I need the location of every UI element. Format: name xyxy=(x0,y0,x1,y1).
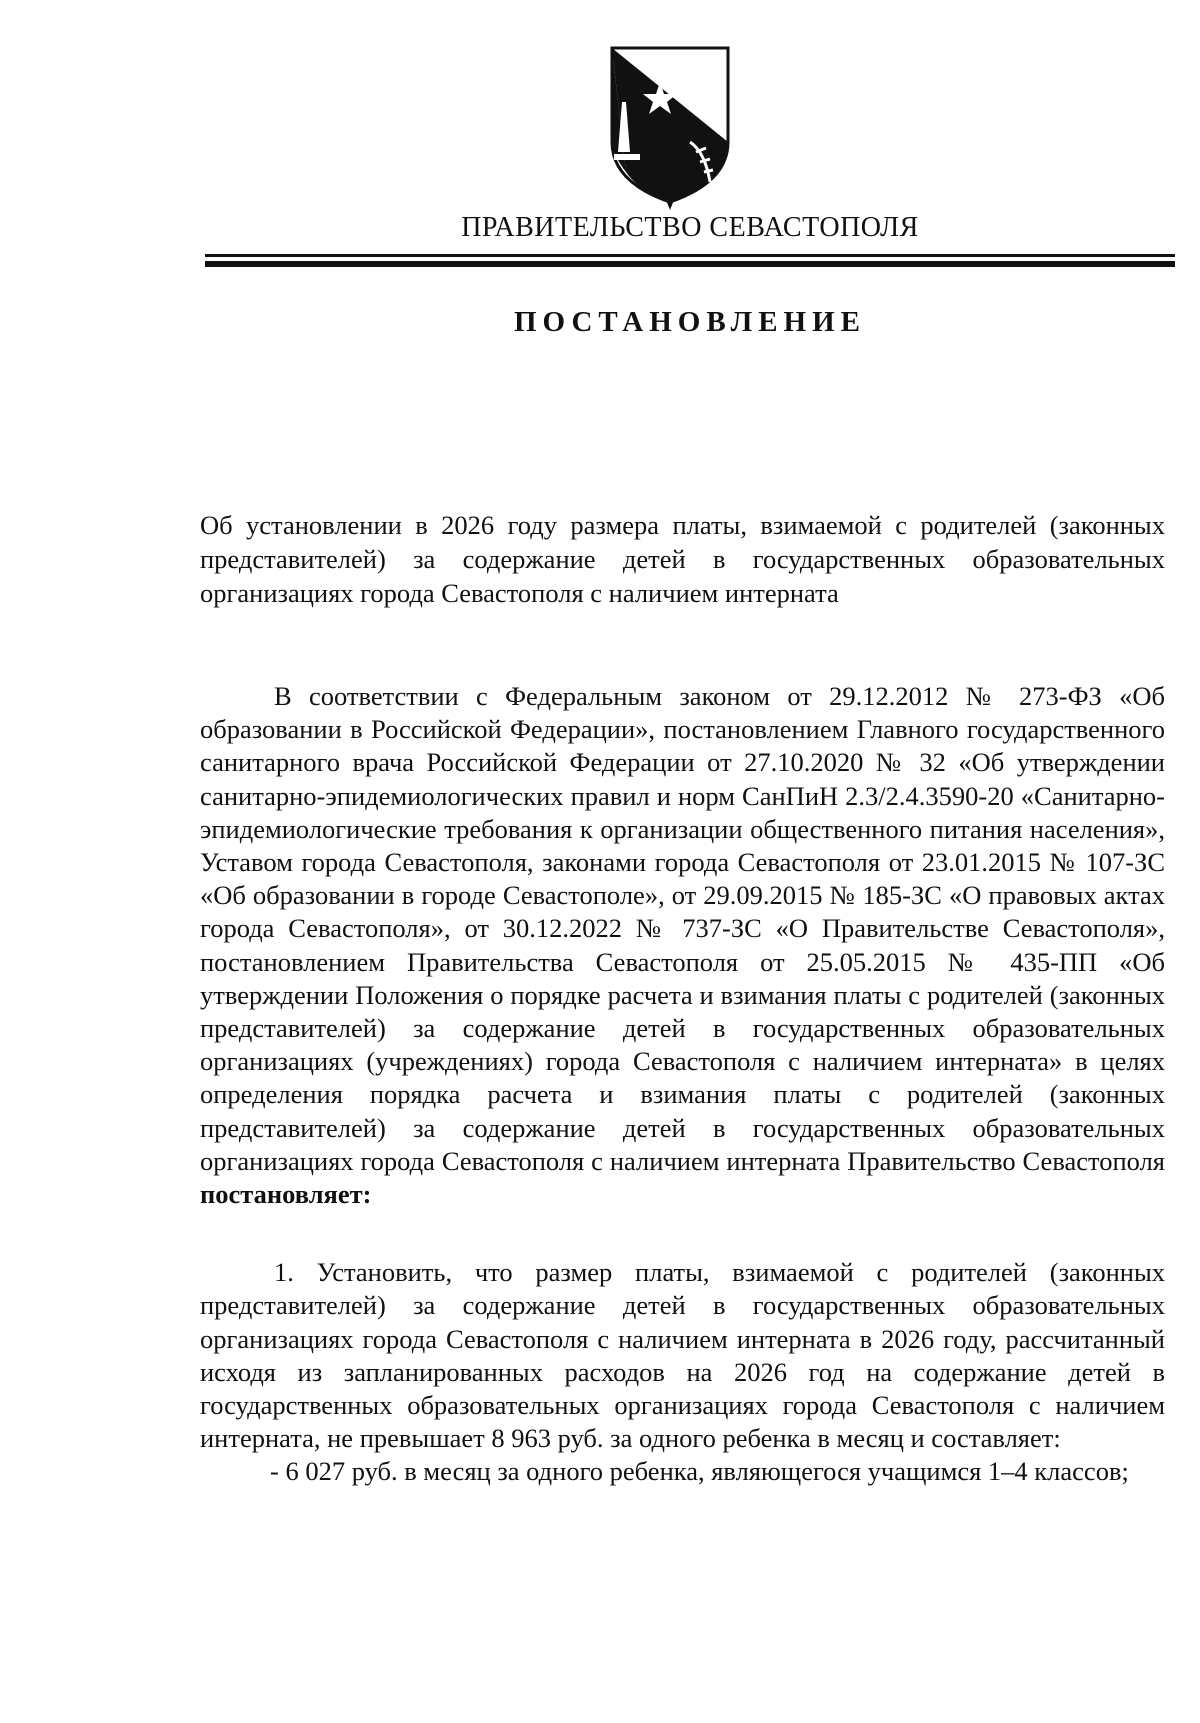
document-subject: Об установлении в 2026 году размера платы, взимаемой с родителей (законных представителей) за содержание детей в государственных образовательных организациях города Севастополя с наличием интерната xyxy=(200,510,1165,608)
preamble-text: В соответствии с Федеральным законом от 29.12.2012 № 273-ФЗ «Об образовании в Российской Федерации», постановлением Главного государственного санитарного врача Российской Федерации от 27.10.2020 № 32 «Об утверждении санитарно-эпидемиологических правил и норм СанПиН 2.3/2.4.3590-20 «Санитарно-эпидемиологические требования к организации общественного питания населения», Уставом города Севастополя, законами города Севастополя от 23.01.2015 № 107-ЗС «Об образовании в городе Севастополе», от 29.09.2015 № 185-ЗС «О правовых актах города Севастополя», от 30.12.2022 № 737-ЗС «О Правительстве Севастополя», постановлением Правительства Севастополя от 25.05.2015 № 435-ПП «Об утверждении Положения о порядке расчета и взимания платы с родителей (законных представителей) за содержание детей в государственных образовательных организациях (учреждениях) города Севастополя с наличием интерната» в целях определения порядка расчета и взимания платы с родителей (законных представителей) за содержание детей в государственных образовательных организациях города Севастополя с наличием интерната Правительство Севастополя xyxy=(200,681,1165,1176)
organization-title: ПРАВИТЕЛЬСТВО СЕВАСТОПОЛЯ xyxy=(461,212,919,243)
coat-of-arms xyxy=(600,42,740,212)
document-body xyxy=(200,680,1165,1489)
document-type-heading: ПОСТАНОВЛЕНИЕ xyxy=(513,306,866,338)
preamble-verb: постановляет: xyxy=(200,1179,372,1210)
clause-1-list-item: - 6 027 руб. в месяц за одного ребенка, являющегося учащимся 1–4 классов; xyxy=(270,1456,1129,1487)
preamble-paragraph xyxy=(200,680,1165,1211)
header-divider xyxy=(205,254,1175,268)
clause-1-paragraph: 1. Установить, что размер платы, взимаемой с родителей (законных представителей) за содержание детей в государственных образовательных организациях города Севастополя с наличием интерната в 2026 году, рассчитанный исходя из запланированных расходов на 2026 год на содержание детей в государственных образовательных организациях города Севастополя с наличием интерната, не превышает 8 963 руб. за одного ребенка в месяц и составляет: xyxy=(200,1257,1165,1454)
divider-thick-line xyxy=(205,261,1175,267)
sevastopol-coat-of-arms-icon xyxy=(600,42,740,212)
divider-thin-line xyxy=(205,254,1175,257)
